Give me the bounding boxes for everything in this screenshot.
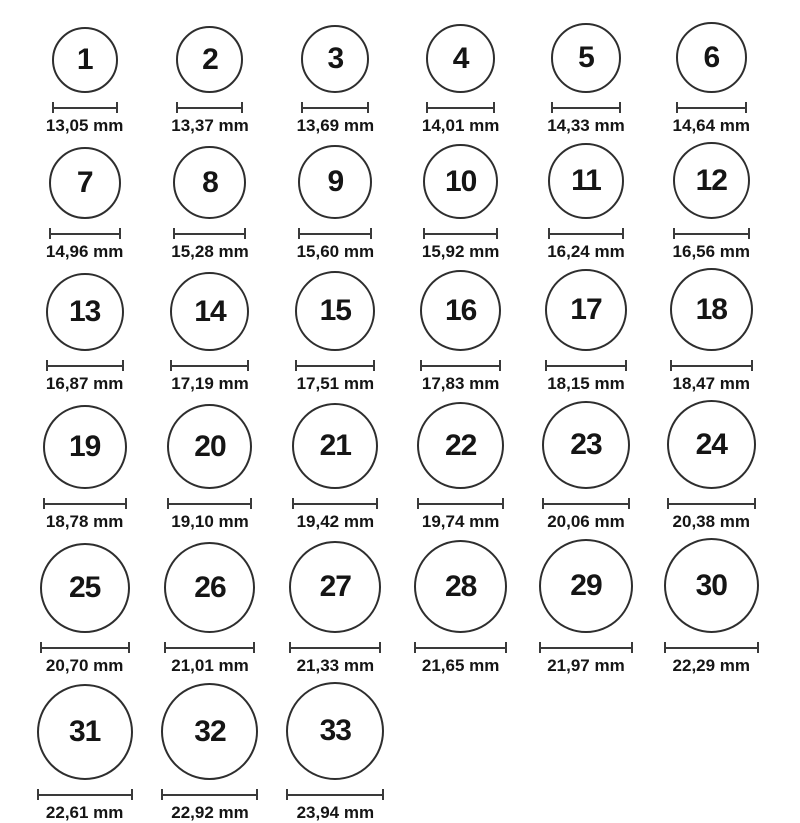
ring-circle bbox=[170, 272, 249, 351]
diameter-label: 16,24 mm bbox=[547, 242, 625, 261]
ring-circle bbox=[670, 268, 753, 351]
diameter-dimension-line bbox=[539, 642, 633, 653]
ring-size-cell bbox=[147, 26, 272, 136]
diameter-label: 16,87 mm bbox=[45, 374, 124, 393]
diameter-label: 21,97 mm bbox=[547, 656, 625, 675]
diameter-label: 15,60 mm bbox=[296, 242, 375, 261]
diameter-dimension-line bbox=[426, 102, 495, 113]
ring-size-number: 32 bbox=[194, 714, 226, 748]
ring-circle bbox=[289, 541, 381, 633]
ring-size-cell bbox=[398, 402, 523, 532]
diameter-dimension-line bbox=[414, 642, 507, 653]
diameter-dimension-line bbox=[545, 360, 627, 371]
diameter-dimension-line bbox=[420, 360, 501, 371]
ring-size-cell bbox=[273, 541, 398, 676]
diameter-label: 19,42 mm bbox=[296, 512, 375, 531]
diameter-dimension-line bbox=[40, 642, 130, 653]
diameter-dimension-line bbox=[548, 228, 624, 239]
diameter-dimension-line bbox=[43, 498, 127, 509]
diameter-label: 22,29 mm bbox=[672, 656, 751, 675]
ring-size-number: 6 bbox=[703, 40, 720, 74]
ring-size-number: 24 bbox=[695, 427, 727, 461]
ring-size-row bbox=[22, 682, 774, 823]
ring-size-cell bbox=[398, 540, 523, 676]
diameter-dimension-line bbox=[667, 498, 756, 509]
ring-circle bbox=[417, 402, 504, 489]
diameter-label: 13,05 mm bbox=[45, 116, 124, 135]
ring-circle bbox=[676, 22, 747, 93]
diameter-dimension-line bbox=[417, 498, 504, 509]
ring-size-number: 5 bbox=[578, 41, 594, 74]
ring-size-row bbox=[22, 268, 774, 394]
ring-size-number: 26 bbox=[194, 570, 226, 604]
ring-size-cell bbox=[523, 269, 648, 394]
ring-size-number: 27 bbox=[319, 570, 351, 603]
ring-size-cell bbox=[22, 147, 147, 262]
ring-size-cell bbox=[147, 683, 272, 823]
ring-size-number: 19 bbox=[68, 430, 101, 463]
diameter-dimension-line bbox=[673, 228, 750, 239]
ring-circle bbox=[46, 273, 124, 351]
ring-size-cell bbox=[523, 23, 648, 136]
ring-size-cell bbox=[649, 538, 774, 676]
diameter-dimension-line bbox=[170, 360, 249, 371]
ring-size-number: 8 bbox=[202, 165, 218, 199]
diameter-label: 22,92 mm bbox=[171, 803, 249, 822]
ring-size-row bbox=[22, 22, 774, 136]
ring-circle bbox=[542, 401, 630, 489]
diameter-label: 23,94 mm bbox=[296, 803, 375, 822]
diameter-label: 20,38 mm bbox=[672, 512, 751, 531]
diameter-label: 16,56 mm bbox=[672, 242, 751, 261]
diameter-dimension-line bbox=[670, 360, 753, 371]
ring-size-cell bbox=[398, 144, 523, 262]
ring-size-cell bbox=[22, 684, 147, 823]
diameter-label: 17,19 mm bbox=[171, 374, 249, 393]
diameter-dimension-line bbox=[173, 228, 246, 239]
ring-size-cell bbox=[22, 27, 147, 136]
ring-circle bbox=[43, 405, 127, 489]
ring-size-number: 28 bbox=[444, 569, 477, 603]
ring-size-cell bbox=[523, 143, 648, 262]
diameter-label: 13,69 mm bbox=[296, 116, 375, 135]
diameter-dimension-line bbox=[164, 642, 255, 653]
ring-size-number: 17 bbox=[570, 293, 602, 326]
ring-size-cell bbox=[649, 268, 774, 394]
ring-size-cell bbox=[147, 272, 272, 394]
diameter-dimension-line bbox=[161, 789, 258, 800]
ring-size-cell bbox=[22, 273, 147, 394]
ring-size-number: 25 bbox=[68, 571, 101, 604]
ring-circle bbox=[173, 146, 246, 219]
ring-circle bbox=[49, 147, 121, 219]
ring-size-row bbox=[22, 400, 774, 532]
diameter-label: 21,01 mm bbox=[171, 656, 249, 675]
diameter-label: 18,15 mm bbox=[547, 374, 625, 393]
ring-size-number: 22 bbox=[444, 428, 477, 462]
diameter-dimension-line bbox=[301, 102, 369, 113]
ring-circle bbox=[426, 24, 495, 93]
ring-circle bbox=[298, 145, 372, 219]
ring-size-number: 4 bbox=[452, 41, 469, 75]
ring-size-number: 11 bbox=[571, 164, 601, 197]
ring-size-cell bbox=[273, 403, 398, 532]
diameter-label: 18,47 mm bbox=[672, 374, 751, 393]
diameter-label: 14,33 mm bbox=[547, 116, 625, 135]
ring-size-number: 29 bbox=[570, 569, 602, 602]
ring-size-number: 2 bbox=[202, 42, 218, 76]
diameter-dimension-line bbox=[176, 102, 243, 113]
diameter-label: 20,06 mm bbox=[547, 512, 625, 531]
diameter-dimension-line bbox=[295, 360, 375, 371]
diameter-dimension-line bbox=[289, 642, 381, 653]
ring-size-cell bbox=[147, 146, 272, 262]
ring-size-number: 10 bbox=[444, 164, 477, 198]
diameter-label: 15,92 mm bbox=[421, 242, 500, 261]
ring-size-number: 3 bbox=[327, 42, 344, 75]
diameter-label: 20,70 mm bbox=[45, 656, 124, 675]
diameter-label: 17,51 mm bbox=[296, 374, 375, 393]
ring-size-cell bbox=[649, 22, 774, 136]
diameter-dimension-line bbox=[46, 360, 124, 371]
diameter-dimension-line bbox=[676, 102, 747, 113]
ring-circle bbox=[295, 271, 375, 351]
diameter-label: 19,74 mm bbox=[421, 512, 500, 531]
ring-size-cell bbox=[147, 542, 272, 676]
ring-circle bbox=[539, 539, 633, 633]
ring-size-grid bbox=[22, 22, 774, 823]
ring-circle bbox=[423, 144, 498, 219]
ring-size-number: 13 bbox=[68, 295, 101, 328]
ring-size-cell bbox=[22, 405, 147, 532]
ring-size-cell bbox=[649, 142, 774, 262]
ring-circle bbox=[551, 23, 621, 93]
ring-circle bbox=[292, 403, 378, 489]
ring-size-cell bbox=[649, 400, 774, 532]
ring-size-row bbox=[22, 142, 774, 262]
diameter-dimension-line bbox=[52, 102, 118, 113]
diameter-label: 13,37 mm bbox=[171, 116, 249, 135]
diameter-label: 15,28 mm bbox=[171, 242, 249, 261]
ring-circle bbox=[548, 143, 624, 219]
ring-size-number: 33 bbox=[319, 714, 351, 747]
ring-circle bbox=[301, 25, 369, 93]
ring-size-number: 14 bbox=[194, 294, 226, 328]
ring-size-number: 1 bbox=[76, 43, 93, 76]
ring-circle bbox=[167, 404, 252, 489]
ring-circle bbox=[176, 26, 243, 93]
ring-size-number: 30 bbox=[695, 568, 727, 602]
diameter-dimension-line bbox=[423, 228, 498, 239]
ring-size-number: 12 bbox=[695, 163, 727, 197]
ring-size-cell bbox=[398, 24, 523, 136]
ring-size-cell bbox=[273, 25, 398, 136]
ring-circle bbox=[414, 540, 507, 633]
ring-size-number: 20 bbox=[194, 429, 226, 463]
diameter-dimension-line bbox=[37, 789, 133, 800]
diameter-dimension-line bbox=[298, 228, 372, 239]
ring-size-number: 7 bbox=[76, 166, 93, 199]
ring-circle bbox=[52, 27, 118, 93]
diameter-label: 22,61 mm bbox=[45, 803, 124, 822]
ring-circle bbox=[37, 684, 133, 780]
ring-size-cell bbox=[22, 543, 147, 676]
diameter-label: 14,96 mm bbox=[45, 242, 124, 261]
ring-circle bbox=[667, 400, 756, 489]
ring-size-cell bbox=[523, 401, 648, 532]
ring-size-cell bbox=[398, 270, 523, 394]
diameter-label: 14,64 mm bbox=[672, 116, 751, 135]
ring-size-cell bbox=[273, 145, 398, 262]
ring-circle bbox=[164, 542, 255, 633]
ring-size-number: 23 bbox=[570, 428, 602, 461]
ring-size-row bbox=[22, 538, 774, 676]
diameter-dimension-line bbox=[664, 642, 759, 653]
ring-circle bbox=[664, 538, 759, 633]
ring-size-number: 21 bbox=[319, 429, 351, 462]
ring-size-cell bbox=[273, 682, 398, 823]
ring-size-cell bbox=[523, 539, 648, 676]
diameter-dimension-line bbox=[292, 498, 378, 509]
ring-circle bbox=[286, 682, 384, 780]
ring-circle bbox=[420, 270, 501, 351]
ring-size-number: 31 bbox=[68, 715, 101, 748]
ring-size-number: 15 bbox=[319, 294, 351, 327]
diameter-label: 21,65 mm bbox=[421, 656, 500, 675]
ring-circle bbox=[161, 683, 258, 780]
diameter-label: 14,01 mm bbox=[421, 116, 500, 135]
diameter-dimension-line bbox=[542, 498, 630, 509]
ring-circle bbox=[40, 543, 130, 633]
diameter-label: 18,78 mm bbox=[45, 512, 124, 531]
diameter-label: 19,10 mm bbox=[171, 512, 249, 531]
ring-size-cell bbox=[147, 404, 272, 532]
ring-circle bbox=[545, 269, 627, 351]
ring-circle bbox=[673, 142, 750, 219]
diameter-dimension-line bbox=[49, 228, 121, 239]
ring-size-cell bbox=[273, 271, 398, 394]
diameter-dimension-line bbox=[286, 789, 384, 800]
ring-size-number: 9 bbox=[327, 165, 344, 198]
diameter-label: 17,83 mm bbox=[421, 374, 500, 393]
diameter-label: 21,33 mm bbox=[296, 656, 375, 675]
ring-size-number: 16 bbox=[444, 293, 477, 327]
diameter-dimension-line bbox=[551, 102, 621, 113]
ring-size-number: 18 bbox=[695, 292, 727, 326]
diameter-dimension-line bbox=[167, 498, 252, 509]
